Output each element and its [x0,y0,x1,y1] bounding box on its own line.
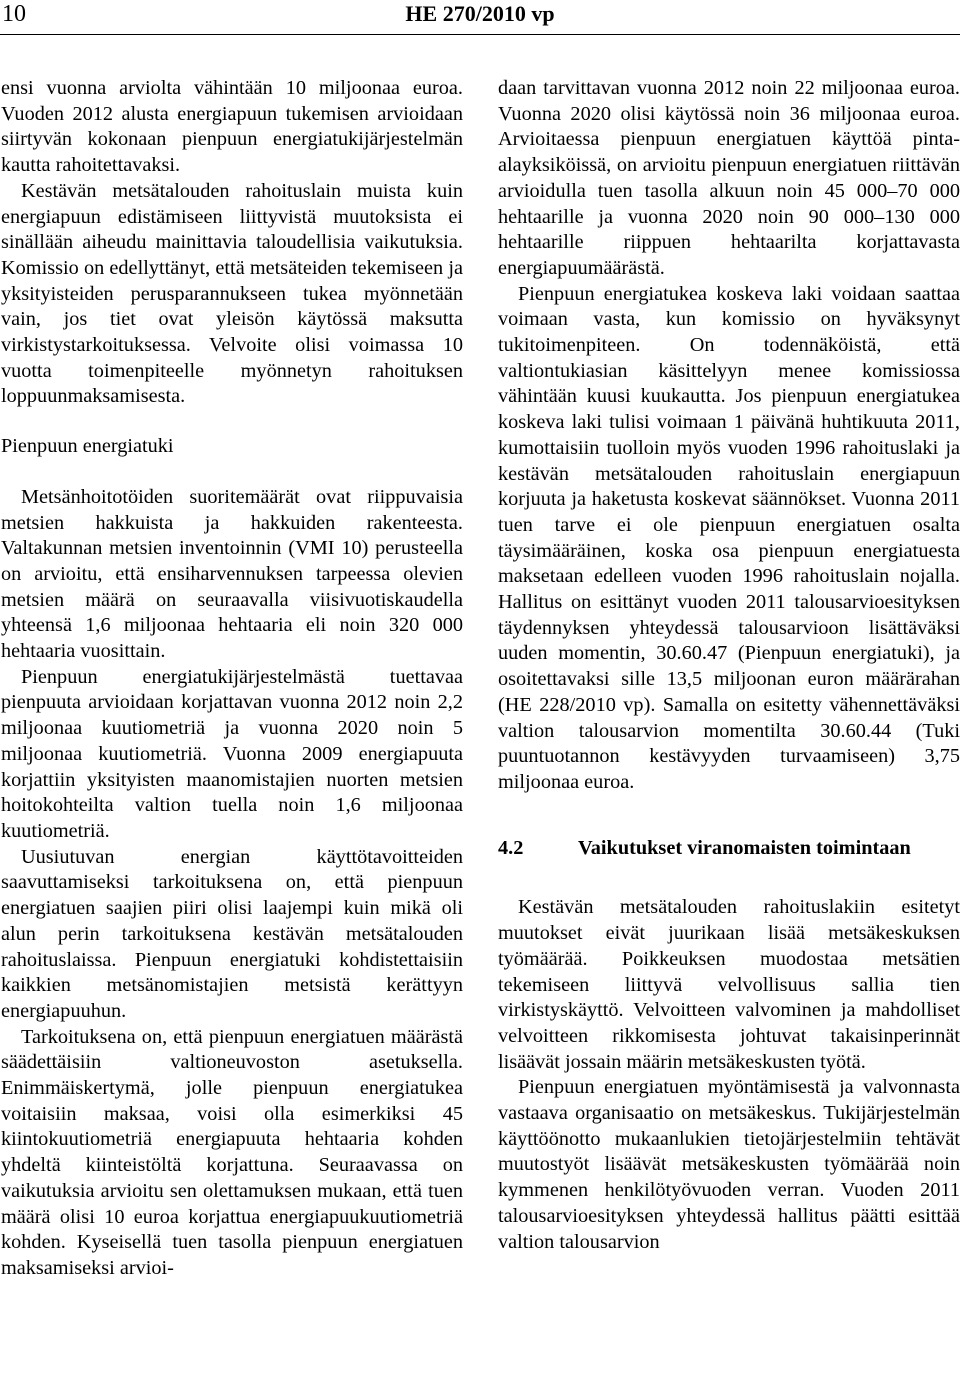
paragraph: Pienpuun energiatukijärjestelmästä tuettavaa pienpuuta arvioidaan korjattavan vuonna 2012 noin 2,2 miljoonaa kuutiometriä ja vuonna 2020 noin 5 miljoonaa kuutiometriä. Vuonna 2009 energiapuuta korjattiin yksityisten maanomistajien nuorten metsien hoitokohteilta valtion tuella noin 1,6 miljoonaa kuutiometriä. [1,665,463,842]
paragraph: Pienpuun energiatuen myöntämisestä ja valvonnasta vastaava organisaatio on metsäkeskus. Tukijärjestelmän käyttöönotto mukaanlukien tietojärjestelmiin tehtävät muutostyöt lisäävät metsäkeskusten työmäärää noin kymmenen henkilötyövuoden verran. Vuoden 2011 talousarvioesityksen yhteydessä hallitus päätti esittää valtion talousarvion [498,1076,960,1253]
page-number: 10 [2,1,26,27]
paragraph: Tarkoituksena on, että pienpuun energiatuen määrästä säädettäisiin valtioneuvoston asetuksella. Enimmäiskertymä, jolle pienpuun energiatukea voitaisiin maksaa, voisi olla esimerkiksi 45 kiintokuutiometriä energiapuuta hehtaaria kohden yhdeltä kiinteistöltä korjattuna. Seuraavassa on vaikutuksia arvioitu sen olettamuksen mukaan, että tuen määrä olisi 10 euroa korjattua energiapuukuutiometriä kohden. Kyseisellä tuen tasolla pienpuun energiatuen maksamiseksi arvioi- [1,1025,463,1279]
left-column [1,76,463,1282]
section-title: Vaikutukset viranomaisten toimintaan [578,836,911,859]
paragraph: Kestävän metsätalouden rahoituslain muista kuin energiapuun edistämiseen liittyvistä muutoksista ei sinällään aiheudu mainittavia taloudellisia vaikutuksia. Komissio on edellyttänyt, että metsäteiden tekemiseen ja yksityisteiden perusparannukseen tukea myönnetään vain, jos tiet ovat yleisön käytössä maksutta virkistystarkoituksessa. Velvoite olisi voimassa 10 vuotta toimenpiteelle myönnetyn rahoituksen loppuunmaksamisesta. [1,179,463,408]
header-rule [0,34,960,35]
paragraph: Uusiutuvan energian käyttötavoitteiden saavuttamiseksi tarkoituksena on, että pienpuun energiatuen saajien piiri olisi laajempi kuin mikä oli alun perin tarkoituksena kestävän metsätalouden rahoituslaissa. Pienpuun energiatuki kohdistettaisiin kaikkien metsänomistajien metsistä kerättyyn energiapuuhun. [1,845,463,1022]
right-column [498,76,960,1255]
paragraph: daan tarvittavan vuonna 2012 noin 22 miljoonaa euroa. Vuonna 2020 olisi käytössä noin 36 miljoonaa euroa. Arvioitaessa pienpuun energiatuen käyttöä pinta-alayksiköissä, on arvioitu pienpuun energiatuen riittävän arvioidulla tuen tasolla alkuun noin 45 000–70 000 hehtaarille ja vuonna 2020 noin 90 000–130 000 hehtaarille riippuen hehtaarilta korjattavasta energiapuumäärästä. [498,77,960,279]
page-header [0,0,960,40]
paragraph: Metsänhoitotöiden suoritemäärät ovat riippuvaisia metsien hakkuista ja hakkuiden rakenteesta. Valtakunnan metsien inventoinnin (VMI 10) perusteella on arvioitu, että ensiharvennuksen tarpeessa olevien metsien määrä on seuraavalla viisivuotiskaudella yhteensä 1,6 miljoonaa hehtaaria eli noin 320 000 hehtaaria vuosittain. [1,485,463,663]
subheading: Pienpuun energiatuki [1,435,174,458]
paragraph: Kestävän metsätalouden rahoituslakiin esitetyt muutokset eivät juurikaan lisää metsäkeskuksen työmäärää. Poikkeuksen muodostaa metsätien tekemiseen liittyvä velvollisuus sallia tien virkistyskäyttö. Velvoitteen valvominen ja mahdolliset velvoitteen rikkomisesta johtuvat takaisinperinnät lisäävät jossain määrin metsäkeskusten työtä. [498,896,960,1073]
document-id: HE 270/2010 vp [405,1,555,26]
paragraph: ensi vuonna arviolta vähintään 10 miljoonaa euroa. Vuoden 2012 alusta energiapuun tukemisen arvioidaan siirtyvän kokonaan pienpuun energiatukijärjestelmän kautta rahoitettavaksi. [1,77,463,177]
section-number: 4.2 [498,836,524,859]
paragraph: Pienpuun energiatukea koskeva laki voidaan saattaa voimaan vasta, kun komissio on hyväksynyt tukitoimenpiteen. On todennäköistä, että valtiontukiasian käsittelyyn menee komissiossa vähintään kuusi kuukautta. Jos pienpuun energiatukea koskeva laki tulisi voimaan 1 päivänä huhtikuuta 2011, kumottaisiin tuolloin myös vuoden 1996 rahoituslaki ja kestävän metsätalouden rahoituslain energiapuun korjuuta ja haketusta koskevat säännökset. Vuonna 2011 tuen tarve ei ole pienpuun energiatuen osalta täysimääräinen, koska osa pienpuun energiatuesta maksetaan edelleen vuoden 1996 rahoituslain nojalla. Hallitus on esittänyt vuoden 2011 talousarvioesityksen täydennyksen yhteydessä talousarvioon lisättäväksi uuden momentin, 30.60.47 (Pienpuun energiatuki), ja osoitettavaksi sille 13,5 miljoonan euron määrärahan (HE 228/2010 vp). Samalla on esitetty vähennettäväksi valtion talousarvion momentilta 30.60.44 (Tuki puuntuotannon kestävyyden turvaamiseen) 3,75 miljoonaa euroa. [498,282,960,793]
section-heading [498,836,960,862]
